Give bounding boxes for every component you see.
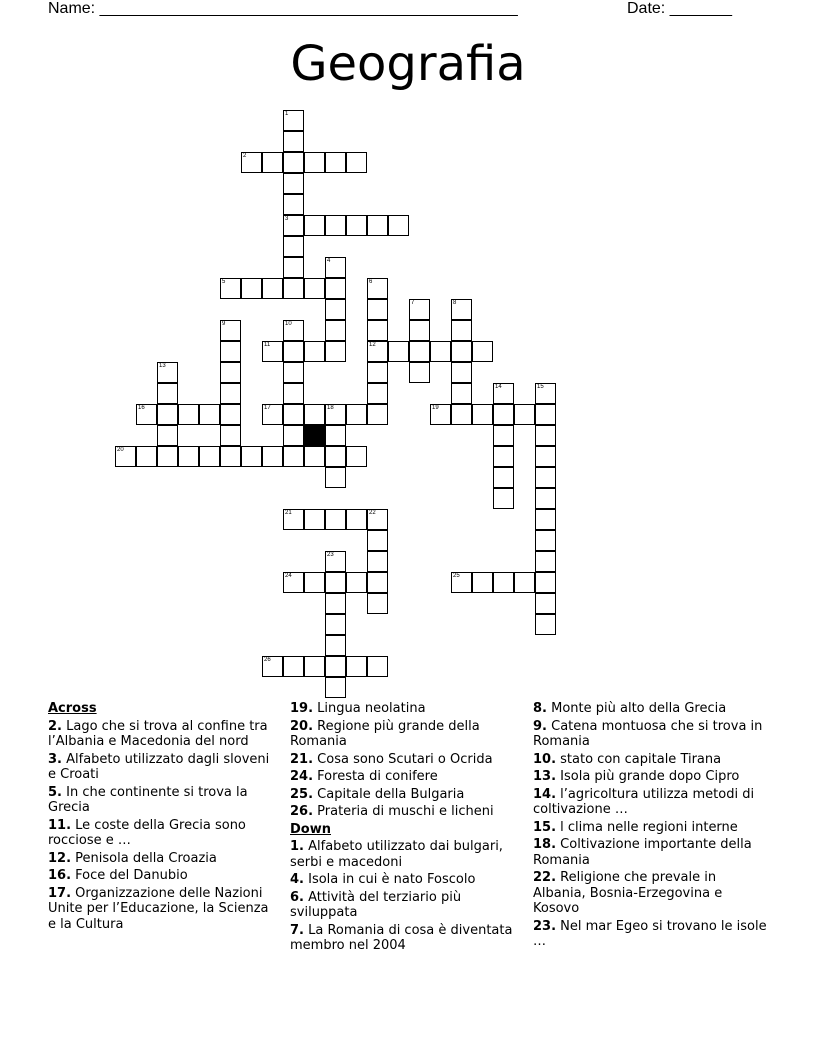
clue-item-text: Monte più alto della Grecia: [546, 701, 727, 716]
grid-cell[interactable]: [304, 404, 325, 425]
grid-cell[interactable]: [283, 383, 304, 404]
clue-item: [48, 785, 276, 816]
grid-cell[interactable]: [220, 446, 241, 467]
grid-cell[interactable]: [283, 404, 304, 425]
clue-item: [533, 769, 771, 785]
grid-cell[interactable]: [220, 341, 241, 362]
clue-item: [290, 890, 518, 921]
grid-cell[interactable]: [535, 425, 556, 446]
grid-cell[interactable]: [325, 299, 346, 320]
grid-cell[interactable]: [283, 341, 304, 362]
clue-item-text: Isola in cui è nato Foscolo: [303, 872, 476, 887]
clue-item-number: 4.: [290, 872, 304, 887]
clue-item: [533, 787, 771, 818]
clue-number: 23: [327, 552, 334, 558]
grid-cell[interactable]: [283, 194, 304, 215]
clue-number: 24: [285, 573, 292, 579]
blocked-cell: [304, 425, 325, 446]
grid-cell[interactable]: [346, 572, 367, 593]
grid-cell[interactable]: [325, 593, 346, 614]
clue-item: [533, 919, 771, 950]
grid-cell[interactable]: [199, 446, 220, 467]
clue-item-text: Regione più grande della Romania: [290, 718, 480, 749]
across-heading: Across: [48, 701, 97, 716]
grid-cell[interactable]: [535, 614, 556, 635]
down-heading: Down: [290, 821, 331, 837]
clue-item-number: 3.: [48, 751, 62, 767]
grid-cell[interactable]: [535, 488, 556, 509]
clue-number: 6: [369, 279, 373, 285]
clue-item-number: 6.: [290, 889, 304, 905]
clue-item-number: 20.: [290, 718, 314, 734]
grid-cell[interactable]: [451, 341, 472, 362]
grid-cell[interactable]: [472, 404, 493, 425]
grid-cell[interactable]: [367, 530, 388, 551]
clue-item-text: Cosa sono Scutari o Ocrida: [313, 751, 493, 767]
clue-item: [48, 868, 276, 884]
grid-cell[interactable]: [262, 446, 283, 467]
grid-cell[interactable]: [535, 446, 556, 467]
clue-number: 1: [285, 111, 289, 117]
grid-cell[interactable]: [430, 341, 451, 362]
grid-cell[interactable]: [283, 173, 304, 194]
clue-item: [290, 923, 518, 954]
grid-cell[interactable]: [283, 257, 304, 278]
grid-cell[interactable]: [304, 341, 325, 362]
grid-cell[interactable]: [304, 656, 325, 677]
grid-cell[interactable]: [283, 152, 304, 173]
clue-item-number: 14.: [533, 786, 557, 802]
grid-cell[interactable]: [493, 425, 514, 446]
clue-item-number: 24.: [290, 769, 314, 784]
grid-cell[interactable]: [220, 404, 241, 425]
grid-cell[interactable]: [409, 320, 430, 341]
grid-cell[interactable]: [304, 572, 325, 593]
grid-cell[interactable]: [325, 152, 346, 173]
clue-item: [533, 752, 771, 768]
grid-cell[interactable]: [367, 320, 388, 341]
grid-cell[interactable]: [325, 572, 346, 593]
grid-cell[interactable]: [367, 656, 388, 677]
clue-item-number: 15.: [533, 819, 557, 835]
grid-cell[interactable]: [199, 404, 220, 425]
grid-cell[interactable]: [493, 488, 514, 509]
grid-cell[interactable]: [304, 509, 325, 530]
clue-number: 11: [264, 342, 271, 348]
grid-cell[interactable]: [283, 656, 304, 677]
clue-item-number: 8.: [533, 701, 547, 716]
clue-item: [290, 872, 518, 888]
clue-number: 13: [159, 363, 166, 369]
clue-number: 15: [537, 384, 544, 390]
grid-cell[interactable]: [451, 404, 472, 425]
clue-item-text: In che continente si trova la Grecia: [48, 784, 248, 815]
grid-cell[interactable]: [451, 320, 472, 341]
grid-cell[interactable]: [304, 446, 325, 467]
date-field-label: Date: _______: [627, 0, 732, 17]
grid-cell[interactable]: [325, 614, 346, 635]
clue-item: [290, 804, 518, 820]
clue-item-number: 25.: [290, 786, 314, 802]
clue-item-text: Religione che prevale in Albania, Bosnia-Erzegovina e Kosovo: [533, 870, 723, 916]
grid-cell[interactable]: [472, 572, 493, 593]
clue-number: 7: [411, 300, 415, 306]
clue-number: 14: [495, 384, 502, 390]
grid-cell[interactable]: [346, 656, 367, 677]
grid-cell[interactable]: [157, 425, 178, 446]
clue-number: 19: [432, 405, 439, 411]
clue-number: 2: [243, 153, 247, 159]
grid-cell[interactable]: [367, 593, 388, 614]
clue-item-number: 26.: [290, 804, 314, 819]
clue-number: 4: [327, 258, 331, 264]
across-clue-list-continued: [290, 701, 518, 820]
clue-item-text: Attività del terziario più sviluppata: [290, 889, 462, 920]
grid-cell[interactable]: [178, 404, 199, 425]
clue-number: 12: [369, 342, 376, 348]
clue-item-number: 7.: [290, 922, 304, 938]
grid-cell[interactable]: [325, 467, 346, 488]
clue-number: 22: [369, 510, 376, 516]
grid-cell[interactable]: [367, 572, 388, 593]
grid-cell[interactable]: [157, 404, 178, 425]
clue-number: 9: [222, 321, 226, 327]
grid-cell[interactable]: [388, 215, 409, 236]
clue-item-text: Catena montuosa che si trova in Romania: [533, 718, 763, 749]
grid-cell[interactable]: [472, 341, 493, 362]
grid-cell[interactable]: [220, 425, 241, 446]
grid-cell[interactable]: [493, 404, 514, 425]
clue-item-text: Nel mar Egeo si trovano le isole …: [533, 918, 767, 949]
clue-item-text: Prateria di muschi e licheni: [313, 804, 494, 819]
clue-item-text: Le coste della Grecia sono rocciose e …: [48, 817, 246, 848]
grid-cell[interactable]: [241, 446, 262, 467]
clues-column-2: [290, 701, 518, 956]
grid-cell[interactable]: [304, 152, 325, 173]
clue-number: 26: [264, 657, 271, 663]
down-clue-list: [290, 839, 518, 954]
grid-cell[interactable]: [325, 656, 346, 677]
grid-cell[interactable]: [283, 278, 304, 299]
clues-column-3: [533, 701, 771, 952]
grid-cell[interactable]: [346, 404, 367, 425]
clue-item-number: 17.: [48, 885, 72, 901]
clue-item: [533, 837, 771, 868]
grid-cell[interactable]: [157, 446, 178, 467]
clue-item: [290, 787, 518, 803]
clue-item: [533, 719, 771, 750]
clue-item: [48, 752, 276, 783]
grid-cell[interactable]: [367, 383, 388, 404]
clues-column-1: [48, 701, 276, 934]
grid-cell[interactable]: [346, 152, 367, 173]
grid-cell[interactable]: [325, 425, 346, 446]
clue-item-number: 19.: [290, 701, 314, 716]
clue-item-text: Alfabeto utilizzato dagli sloveni e Croati: [48, 751, 270, 782]
clue-number: 8: [453, 300, 457, 306]
clue-item: [48, 719, 276, 750]
clue-item: [290, 719, 518, 750]
grid-cell[interactable]: [262, 278, 283, 299]
clue-number: 3: [285, 216, 289, 222]
clue-item-number: 5.: [48, 784, 62, 800]
grid-cell[interactable]: [325, 635, 346, 656]
clue-item-number: 11.: [48, 817, 72, 833]
name-field-label: Name: _______________________________________________: [48, 0, 518, 17]
grid-cell[interactable]: [535, 404, 556, 425]
clue-item-text: Foresta di conifere: [313, 769, 438, 784]
clue-item-text: stato con capitale Tirana: [556, 751, 722, 767]
grid-cell[interactable]: [367, 299, 388, 320]
grid-cell[interactable]: [241, 278, 262, 299]
clue-item-number: 9.: [533, 718, 547, 734]
grid-cell[interactable]: [283, 446, 304, 467]
clue-number: 20: [117, 447, 124, 453]
clue-item-text: l’agricoltura utilizza metodi di coltivazione …: [533, 786, 755, 817]
clue-item-number: 21.: [290, 751, 314, 767]
clue-number: 16: [138, 405, 145, 411]
clue-item-text: Organizzazione delle Nazioni Unite per l’Educazione, la Scienza e la Cultura: [48, 885, 269, 932]
clue-item-text: Lingua neolatina: [313, 701, 426, 716]
clue-item-number: 16.: [48, 868, 72, 883]
clue-number: 18: [327, 405, 334, 411]
clue-item-number: 10.: [533, 751, 557, 767]
down-clue-list-continued: [533, 701, 771, 950]
clue-item-text: l clima nelle regioni interne: [556, 819, 738, 835]
clue-item: [290, 752, 518, 768]
clue-item: [533, 820, 771, 836]
grid-cell[interactable]: [535, 467, 556, 488]
grid-cell[interactable]: [346, 446, 367, 467]
grid-cell[interactable]: [514, 404, 535, 425]
clue-item: [290, 839, 518, 870]
clue-item-text: La Romania di cosa è diventata membro nel 2004: [290, 922, 513, 953]
grid-cell[interactable]: [262, 152, 283, 173]
grid-cell[interactable]: [409, 362, 430, 383]
clue-item: [533, 870, 771, 917]
grid-cell[interactable]: [325, 446, 346, 467]
clue-number: 25: [453, 573, 460, 579]
grid-cell[interactable]: [451, 383, 472, 404]
clue-item-text: Capitale della Bulgaria: [313, 786, 465, 802]
grid-cell[interactable]: [367, 551, 388, 572]
clue-number: 5: [222, 279, 226, 285]
grid-cell[interactable]: [220, 362, 241, 383]
grid-cell[interactable]: [367, 404, 388, 425]
clue-item-number: 1.: [290, 839, 304, 854]
grid-cell[interactable]: [136, 446, 157, 467]
clue-item-number: 22.: [533, 870, 557, 885]
grid-cell[interactable]: [178, 446, 199, 467]
grid-cell[interactable]: [325, 215, 346, 236]
grid-cell[interactable]: [493, 467, 514, 488]
clue-item-number: 18.: [533, 837, 557, 852]
clue-item-text: Foce del Danubio: [71, 868, 188, 883]
clue-item-text: Penisola della Croazia: [71, 850, 217, 866]
grid-cell[interactable]: [493, 572, 514, 593]
grid-cell[interactable]: [283, 425, 304, 446]
grid-cell[interactable]: [535, 593, 556, 614]
clue-item-number: 12.: [48, 850, 72, 866]
grid-cell[interactable]: [367, 215, 388, 236]
clue-number: 10: [285, 321, 292, 327]
grid-cell[interactable]: [325, 320, 346, 341]
grid-cell[interactable]: [283, 131, 304, 152]
grid-cell[interactable]: [535, 572, 556, 593]
grid-cell[interactable]: [157, 383, 178, 404]
grid-cell[interactable]: [283, 236, 304, 257]
grid-cell[interactable]: [304, 215, 325, 236]
grid-cell[interactable]: [535, 530, 556, 551]
grid-cell[interactable]: [346, 215, 367, 236]
across-clue-list: [48, 719, 276, 933]
page-title: Geografia: [290, 36, 526, 92]
clue-item-text: Coltivazione importante della Romania: [533, 837, 752, 868]
clue-item-number: 23.: [533, 918, 557, 934]
clue-item-text: Isola più grande dopo Cipro: [556, 769, 740, 784]
grid-cell[interactable]: [283, 362, 304, 383]
grid-cell[interactable]: [304, 278, 325, 299]
grid-cell[interactable]: [388, 341, 409, 362]
clue-item-number: 13.: [533, 769, 557, 784]
clue-item: [290, 769, 518, 785]
clue-item: [48, 851, 276, 867]
clue-number: 21: [285, 510, 292, 516]
grid-cell[interactable]: [325, 278, 346, 299]
grid-cell[interactable]: [325, 677, 346, 698]
clue-item: [290, 701, 518, 717]
grid-cell[interactable]: [535, 509, 556, 530]
grid-cell[interactable]: [325, 509, 346, 530]
grid-cell[interactable]: [367, 362, 388, 383]
grid-cell[interactable]: [346, 509, 367, 530]
clue-item: [533, 701, 771, 717]
grid-cell[interactable]: [451, 362, 472, 383]
grid-cell[interactable]: [409, 341, 430, 362]
clue-item: [48, 818, 276, 849]
grid-cell[interactable]: [325, 341, 346, 362]
clue-item-number: 2.: [48, 718, 62, 734]
clue-item-text: Alfabeto utilizzato dai bulgari, serbi e macedoni: [290, 839, 503, 870]
grid-cell[interactable]: [514, 572, 535, 593]
grid-cell[interactable]: [535, 551, 556, 572]
grid-cell[interactable]: [493, 446, 514, 467]
clue-item: [48, 886, 276, 933]
grid-cell[interactable]: [220, 383, 241, 404]
clue-item-text: Lago che si trova al confine tra l’Albania e Macedonia del nord: [48, 718, 268, 749]
clue-number: 17: [264, 405, 271, 411]
